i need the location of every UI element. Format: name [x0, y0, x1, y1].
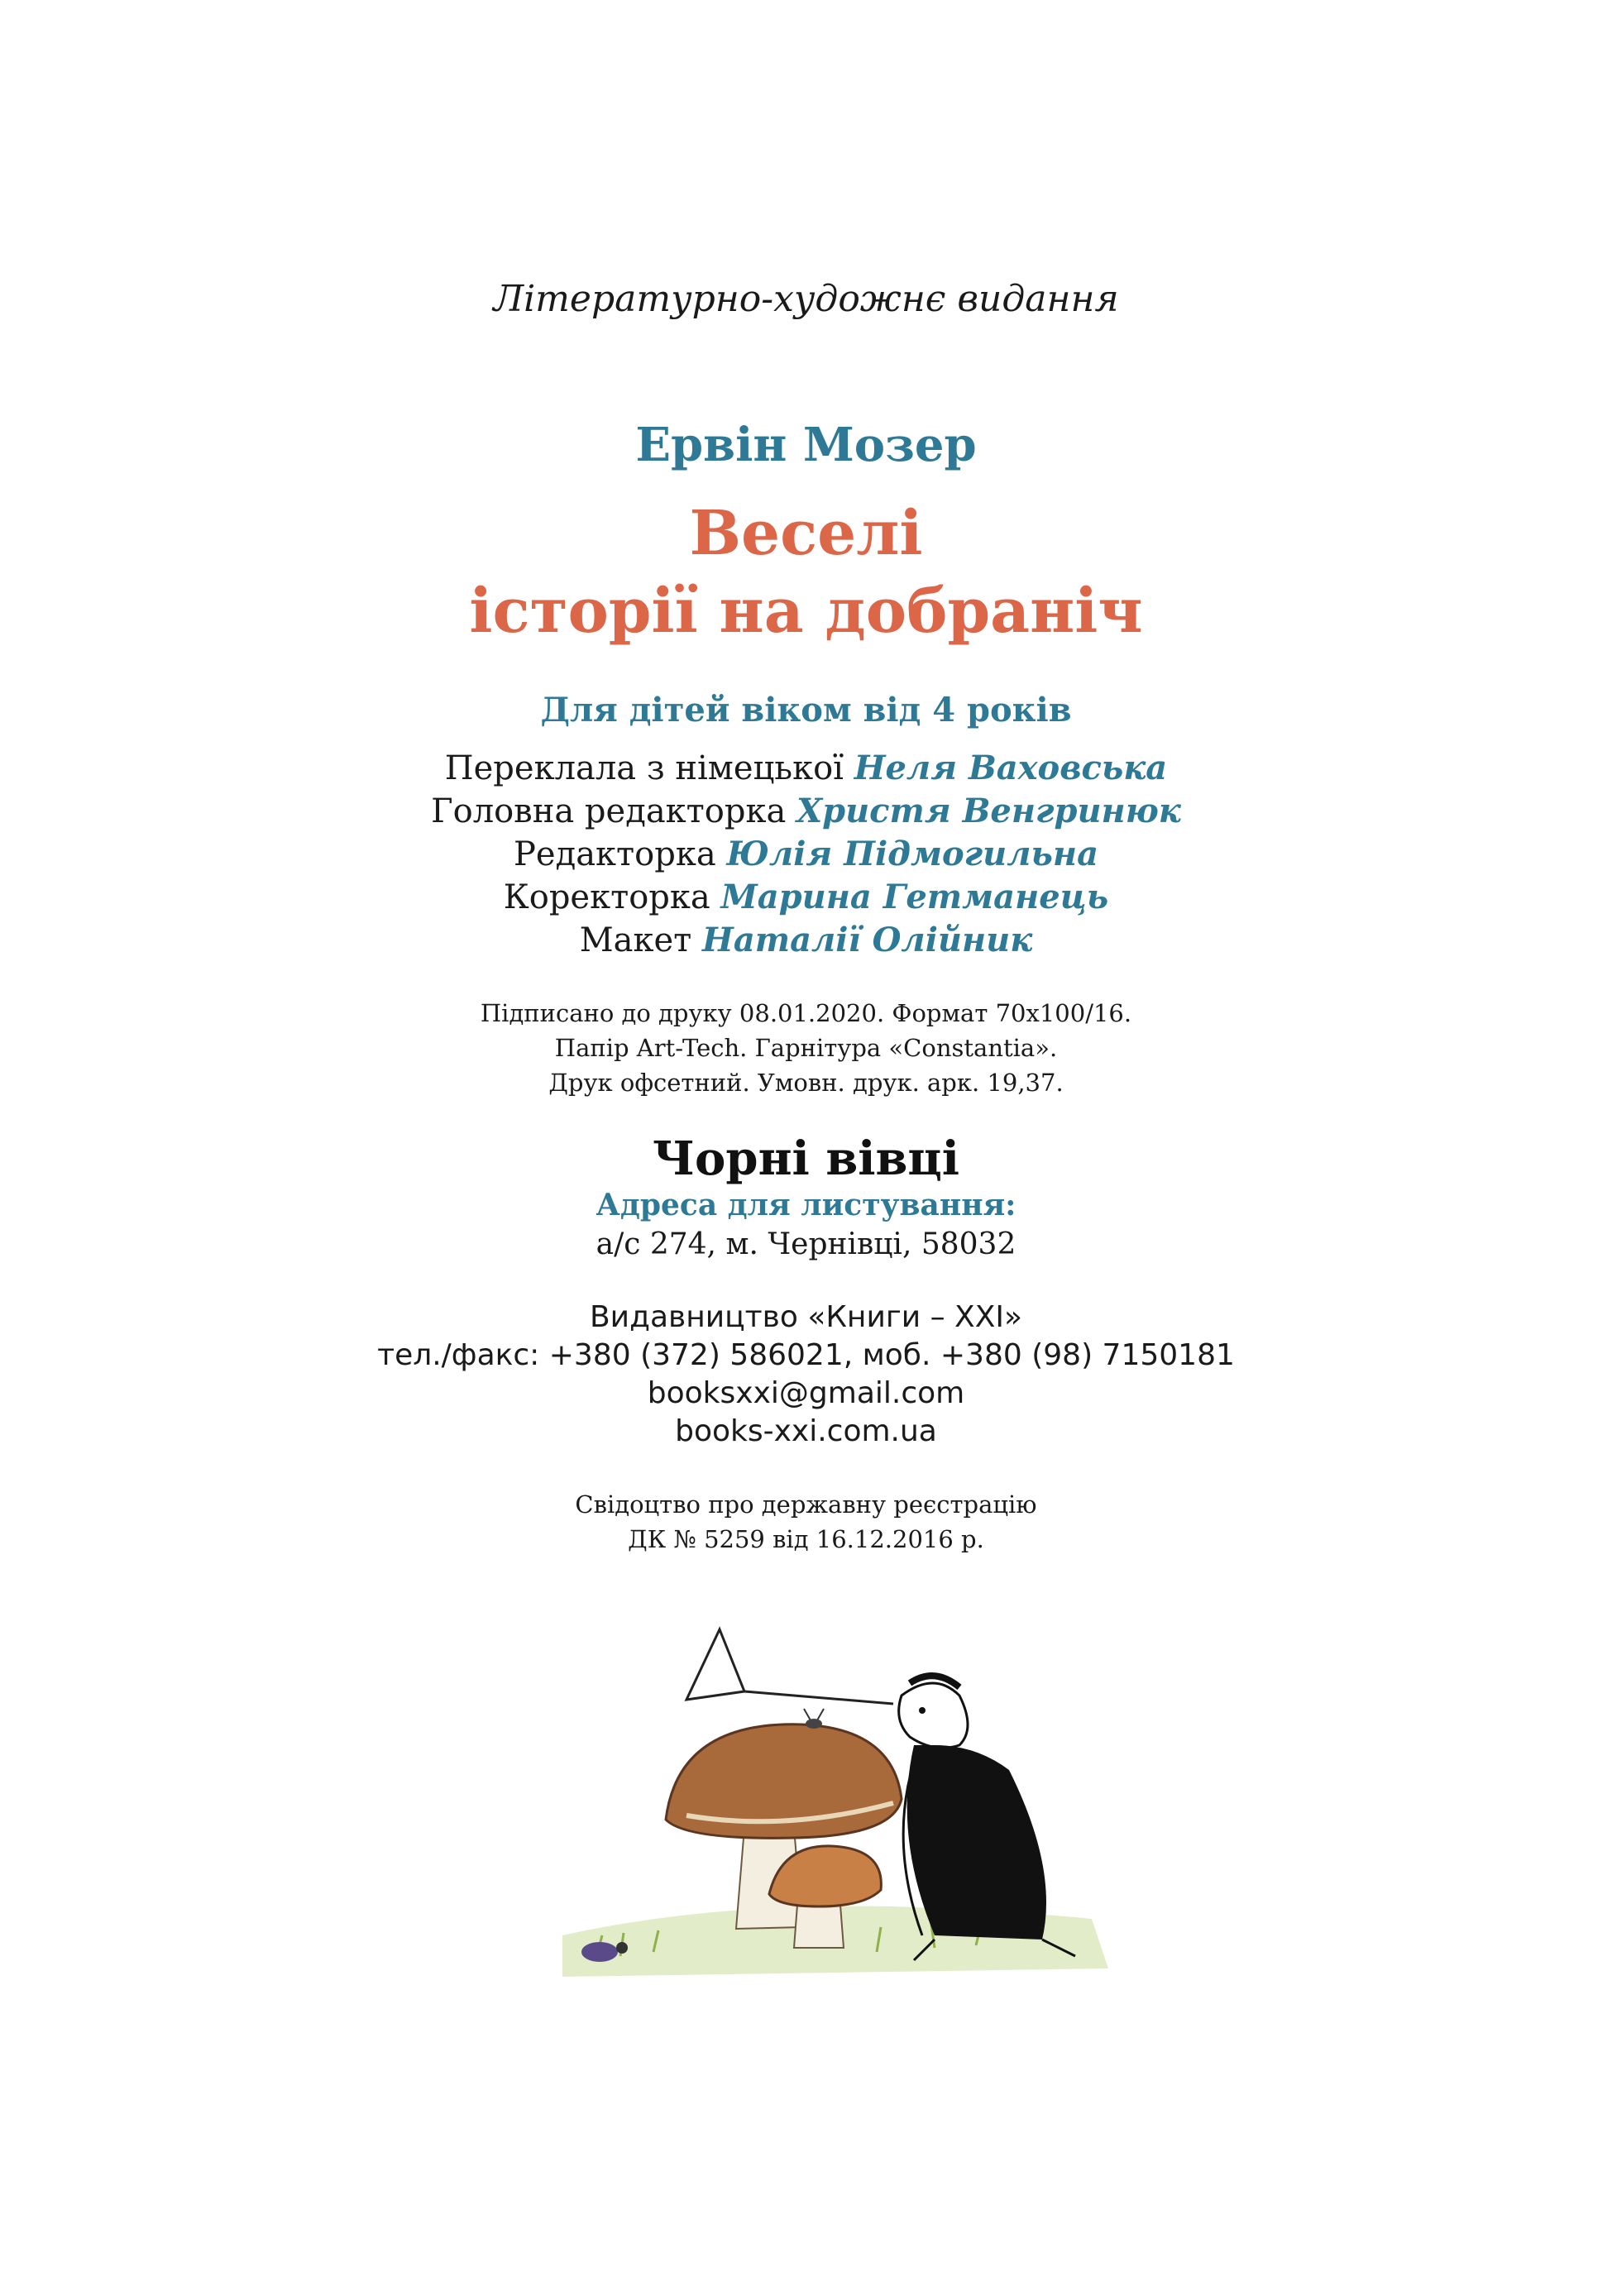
credit-role: Редакторка [513, 835, 716, 873]
credit-line-chief-editor [0, 790, 1612, 833]
credit-person: Юлія Підмогильна [726, 835, 1098, 873]
publisher-name: Чорні вівці [652, 1131, 960, 1186]
credit-person: Марина Гетманець [720, 878, 1109, 916]
credit-line-translator [0, 747, 1612, 790]
credit-role: Головна редакторка [431, 792, 787, 830]
certificate-line: Свідоцтво про державну реєстрацію [575, 1490, 1037, 1519]
genre-line: Літературно-художнє видання [493, 278, 1119, 320]
sheep-head [899, 1683, 968, 1748]
sheep-eye [919, 1707, 926, 1714]
print-info-line: Друк офсетний. Умовн. друк. арк. 19,37. [548, 1069, 1064, 1097]
print-info-line: Папір Art-Tech. Гарнітура «Constantia». [554, 1034, 1058, 1062]
email-link[interactable]: booksxxi@gmail.com [647, 1376, 965, 1410]
phone-line: тел./факс: +380 (372) 586021, моб. +380 (98) 7150181 [377, 1338, 1235, 1372]
credit-line-proofreader [0, 876, 1612, 919]
credit-role: Макет [579, 921, 692, 959]
book-title-line-2: історії на добраніч [469, 576, 1143, 647]
age-recommendation: Для дітей віком від 4 років [540, 691, 1072, 729]
certificate-line: ДК № 5259 від 16.12.2016 р. [628, 1525, 984, 1553]
address-heading: Адреса для листування: [596, 1188, 1016, 1222]
beetle-head [616, 1942, 628, 1954]
net-handle [744, 1691, 893, 1704]
bug-on-cap [806, 1719, 822, 1729]
credit-person: Христя Венгринюк [796, 792, 1181, 830]
credit-role: Переклала з німецької [444, 749, 844, 787]
postal-address: а/с 274, м. Чернівці, 58032 [596, 1227, 1016, 1261]
website-link[interactable]: books-xxi.com.ua [675, 1414, 937, 1448]
credit-person: Неля Ваховська [854, 749, 1168, 787]
sheep-body [907, 1745, 1046, 1940]
credit-person: Наталії Олійник [702, 921, 1033, 959]
book-title-line-1: Веселі [689, 498, 923, 569]
bug-legs [804, 1709, 824, 1720]
credit-line-editor [0, 833, 1612, 876]
credit-role: Коректорка [503, 878, 710, 916]
author-name: Ервін Мозер [635, 418, 977, 472]
publishing-house: Видавництво «Книги – XXI» [589, 1300, 1023, 1334]
butterfly-net [686, 1629, 744, 1700]
beetle [581, 1942, 618, 1962]
print-info-line: Підписано до друку 08.01.2020. Формат 70х100/16. [480, 999, 1132, 1027]
credit-line-layout [0, 919, 1612, 962]
illustration-sheep-mushrooms [546, 1621, 1141, 2002]
